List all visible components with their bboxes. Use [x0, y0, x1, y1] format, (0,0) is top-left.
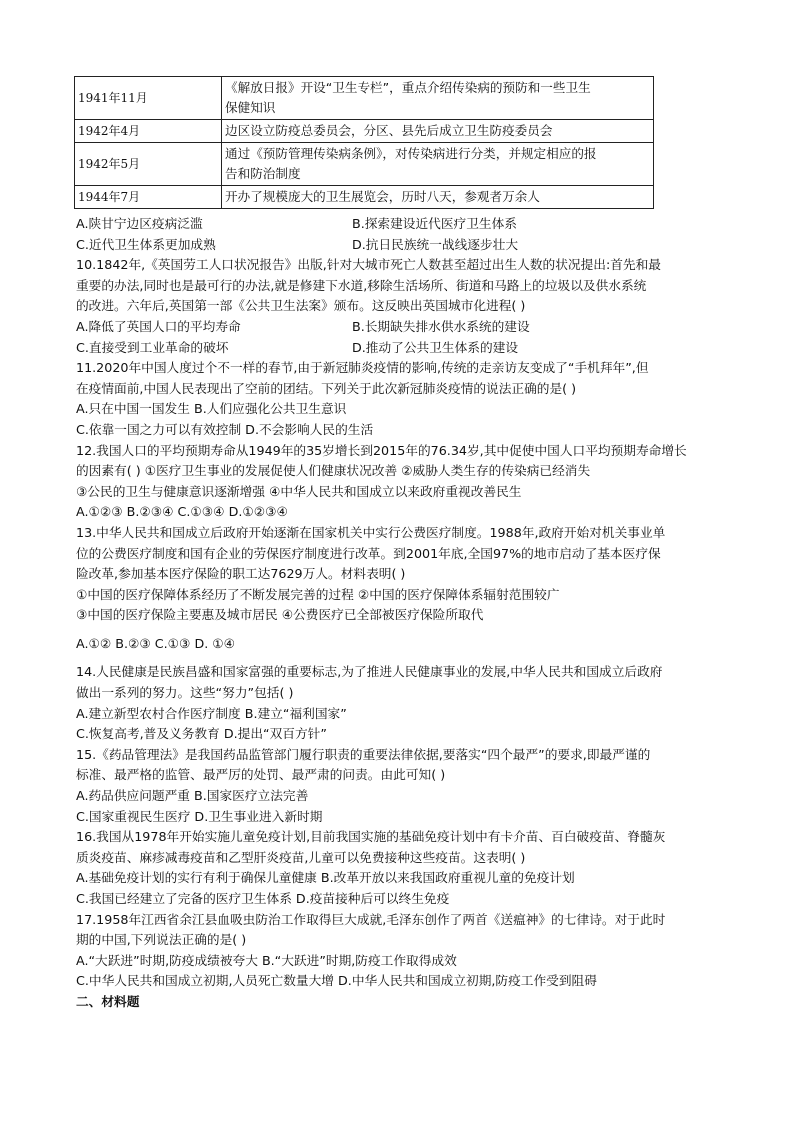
option-b: B.长期缺失排水供水系统的建设 [352, 318, 530, 334]
history-table [74, 76, 654, 209]
q16-options: A.基础免疫计划的实行有利于确保儿童健康 B.改革开放以来我国政府重视儿童的免疫计划 [76, 870, 575, 886]
q15-stem: 15.《药品管理法》是我国药品监管部门履行职责的重要法律依据,要落实“四个最严”的要求,即最严谨的 [76, 746, 651, 762]
event-line: 告和防治制度 [225, 166, 301, 181]
option-b: B.探索建设近代医疗卫生体系 [352, 216, 517, 231]
q12-options: A.①②③ B.②③④ C.①③④ D.①②③④ [76, 504, 288, 520]
section-heading: 二、材料题 [76, 993, 140, 1009]
q10-options-row [76, 317, 726, 338]
q13-options: A.①② B.②③ C.①③ D. ①④ [76, 635, 236, 651]
option-c: C.直接受到工业革命的破坏 [76, 339, 229, 355]
option-a: A.降低了英国人口的平均寿命 [76, 318, 241, 334]
q15-stem: 标准、最严格的监管、最严厉的处罚、最严肃的问责。由此可知( ) [76, 767, 446, 783]
table-row [75, 186, 654, 209]
q9-options-row [76, 235, 726, 256]
q14-options: A.建立新型农村合作医疗制度 B.建立“福利国家” [76, 705, 347, 721]
q16-options: C.我国已经建立了完备的医疗卫生体系 D.疫苗接种后可以终生免疫 [76, 891, 450, 906]
table-event-cell [222, 120, 654, 143]
option-c: C.近代卫生体系更加成熟 [76, 236, 216, 252]
q16-stem: 16.我国从1978年开始实施儿童免疫计划,目前我国实施的基础免疫计划中有卡介苗、百白破疫苗、脊髓灰 [76, 829, 666, 845]
q13-stem: 13.中华人民共和国成立后政府开始逐渐在国家机关中实行公费医疗制度。1988年,政府开始对机关事业单 [76, 524, 666, 540]
table-event-cell [222, 77, 654, 120]
option-d: D.推动了公共卫生体系的建设 [352, 339, 519, 355]
table-date-cell: 1942年5月 [75, 143, 222, 186]
event-line: 通过《预防管理传染病条例》，对传染病进行分类，并规定相应的报 [225, 146, 597, 161]
q12-stem: ③公民的卫生与健康意识逐渐增强 ④中华人民共和国成立以来政府重视改善民生 [76, 483, 522, 499]
event-line: 保健知识 [225, 100, 276, 115]
spacer [76, 654, 726, 662]
q17-stem: 17.1958年江西省余江县血吸虫防治工作取得巨大成就,毛泽东创作了两首《送瘟神》的七律诗。对于此时 [76, 911, 666, 927]
spacer [76, 626, 726, 634]
table-row [75, 77, 654, 120]
event-line: 开办了规模庞大的卫生展览会，历时八天，参观者万余人 [225, 189, 540, 204]
q12-stem: 12.我国人口的平均预期寿命从1949年的35岁增长到2015年的76.34岁,其中促使中国人口平均预期寿命增长 [76, 442, 687, 458]
q10-stem: 10.1842年,《英国劳工人口状况报告》出版,针对大城市死亡人数甚至超过出生人数的状况提出:首先和最 [76, 257, 661, 273]
q11-stem: 11.2020年中国人度过个不一样的春节,由于新冠肺炎疫情的影响,传统的走亲访友变成了“手机拜年”,但 [76, 360, 649, 376]
q17-options: C.中华人民共和国成立初期,人员死亡数量大增 D.中华人民共和国成立初期,防疫工作受到阻碍 [76, 973, 597, 989]
q14-stem: 14.人民健康是民族昌盛和国家富强的重要标志,为了推进人民健康事业的发展,中华人民共和国成立后政府 [76, 664, 663, 680]
q15-options: A.药品供应问题严重 B.国家医疗立法完善 [76, 788, 309, 804]
table-date-cell: 1944年7月 [75, 186, 222, 209]
q16-stem: 质炎疫苗、麻疹减毒疫苗和乙型肝炎疫苗,儿童可以免费接种这些疫苗。这表明( ) [76, 849, 526, 865]
q17-options: A.“大跃进”时期,防疫成绩被夸大 B.“大跃进”时期,防疫工作取得成效 [76, 952, 457, 968]
option-a: A.陕甘宁边区疫病泛滥 [76, 216, 203, 231]
q10-stem: 的改进。六年后,英国第一部《公共卫生法案》颁布。这反映出英国城市化进程( ) [76, 298, 526, 314]
option-d: D.抗日民族统一战线逐步壮大 [352, 236, 519, 252]
table-date-cell: 1941年11月 [75, 77, 222, 120]
q10-options-row [76, 338, 726, 359]
table-row [75, 143, 654, 186]
q9-options-row [76, 214, 726, 235]
q13-stem: 险改革,参加基本医疗保险的职工达7629万人。材料表明( ) [76, 566, 406, 582]
event-line: 边区设立防疫总委员会，分区、县先后成立卫生防疫委员会 [225, 123, 553, 138]
q14-stem: 做出一系列的努力。这些“努力”包括( ) [76, 685, 294, 701]
table-date-cell: 1942年4月 [75, 120, 222, 143]
q13-stem: ①中国的医疗保障体系经历了不断发展完善的过程 ②中国的医疗保障体系辐射范围较广 [76, 586, 560, 602]
table-event-cell [222, 186, 654, 209]
q15-options: C.国家重视民生医疗 D.卫生事业进入新时期 [76, 808, 323, 824]
q11-options: A.只在中国一国发生 B.人们应强化公共卫生意识 [76, 401, 347, 417]
table-event-cell [222, 143, 654, 186]
question-list [76, 214, 726, 1013]
q10-stem: 重要的办法,同时也是最可行的办法,就是修建下水道,移除生活场所、街道和马路上的垃圾以及供水系统 [76, 277, 647, 293]
q11-options: C.依靠一国之力可以有效控制 D.不会影响人民的生活 [76, 421, 374, 437]
q14-options: C.恢复高考,普及义务教育 D.提出“双百方针” [76, 726, 327, 742]
q17-stem: 期的中国,下列说法正确的是( ) [76, 932, 247, 948]
q12-stem: 的因素有( ) ①医疗卫生事业的发展促使人们健康状况改善 ②威胁人类生存的传染病已经消失 [76, 463, 591, 479]
q11-stem: 在疫情面前,中国人民表现出了空前的团结。下列关于此次新冠肺炎疫情的说法正确的是( ) [76, 380, 577, 396]
q13-stem: 位的公费医疗制度和国有企业的劳保医疗制度进行改革。到2001年底,全国97%的地市启动了基本医疗保 [76, 545, 661, 561]
table-row [75, 120, 654, 143]
event-line: 《解放日报》开设“卫生专栏”，重点介绍传染病的预防和一些卫生 [225, 80, 591, 95]
q13-stem: ③中国的医疗保险主要惠及城市居民 ④公费医疗已全部被医疗保险所取代 [76, 607, 484, 623]
